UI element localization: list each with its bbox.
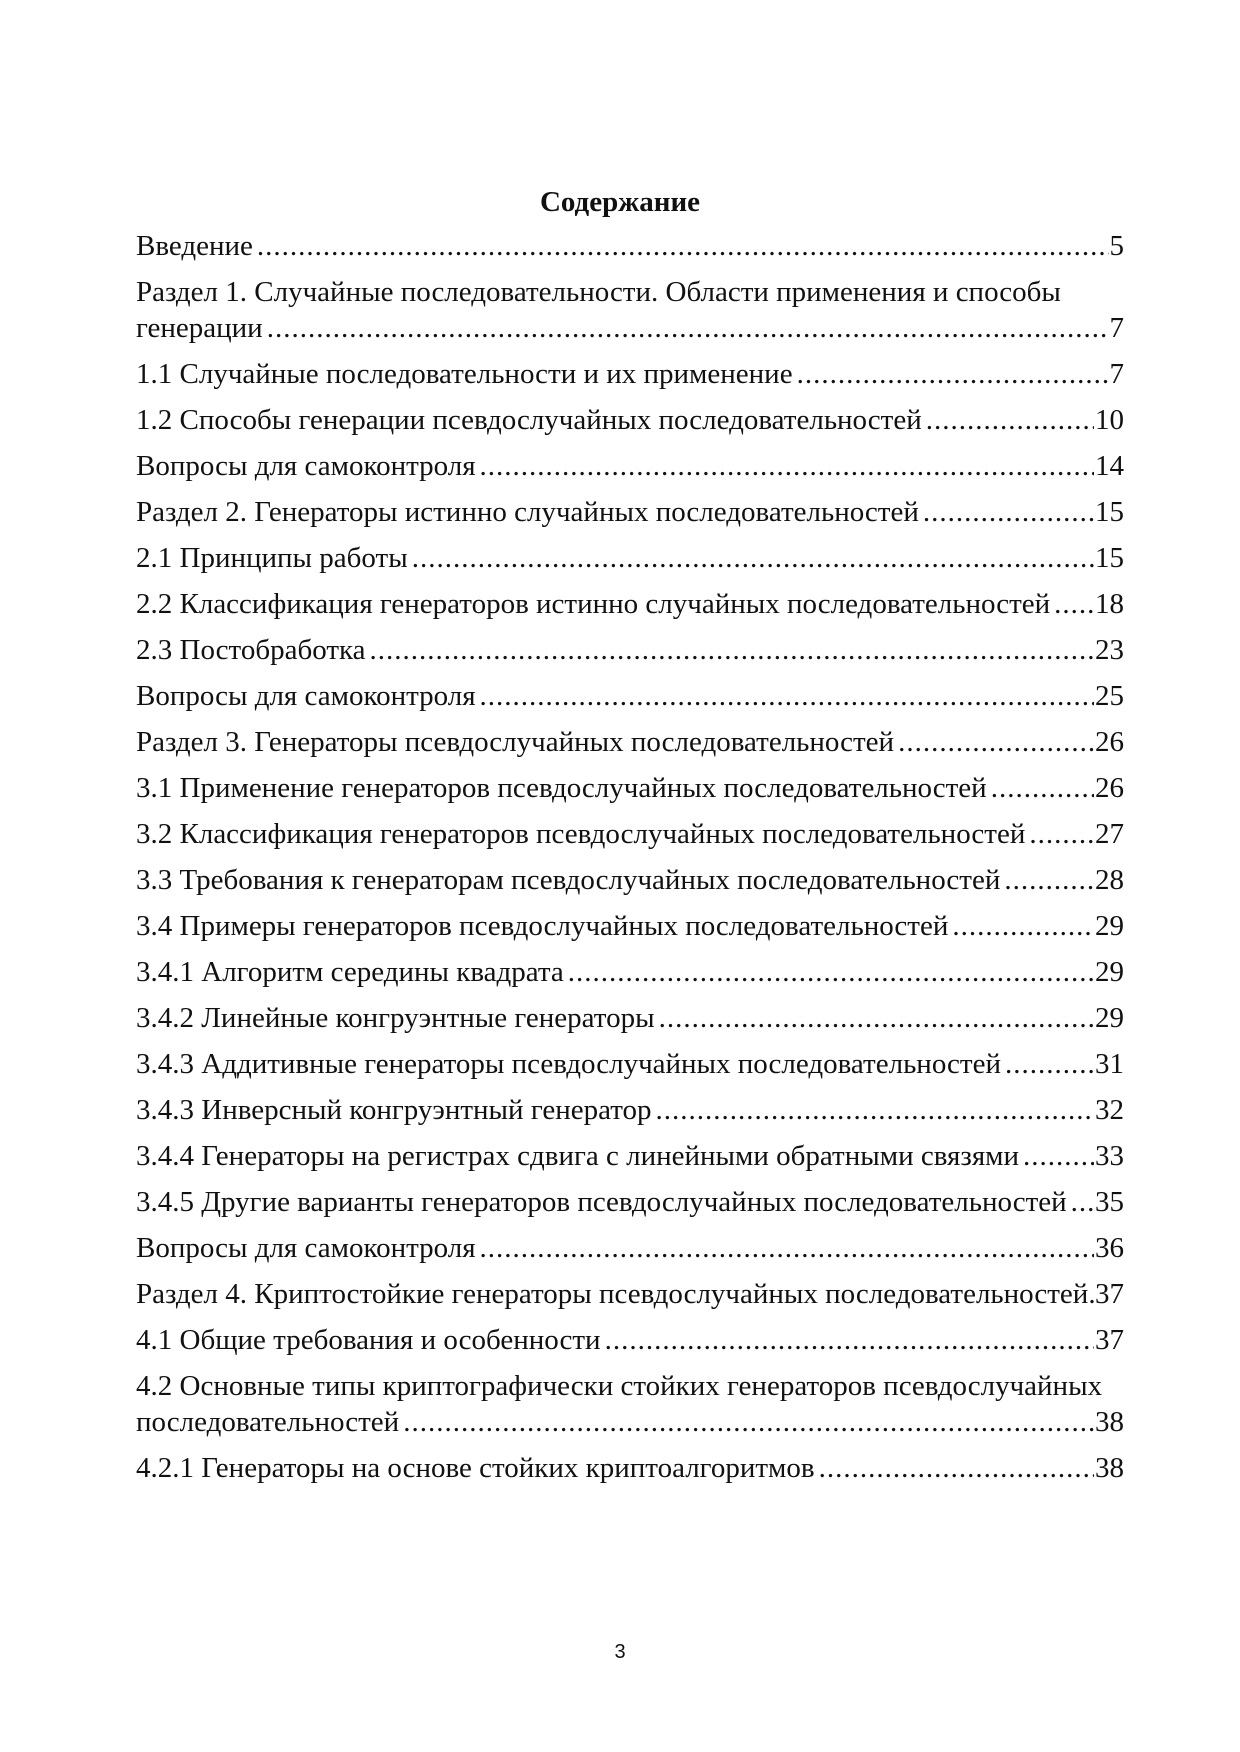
toc-leader-dots: [952, 908, 1094, 944]
toc-leader-dots: [1005, 1046, 1094, 1082]
toc-entry-title: 3.4.4 Генераторы на регистрах сдвига с линейными обратными связями: [136, 1140, 1020, 1172]
toc-leader-dots: [991, 770, 1094, 806]
toc-leader-dots: [797, 356, 1109, 392]
toc-leader-dots: [1071, 1184, 1094, 1220]
toc-entry-page: 33: [1095, 1140, 1124, 1172]
toc-entry-title: 3.4.3 Аддитивные генераторы псевдослучайных последовательностей: [136, 1048, 1001, 1080]
toc-leader-dots: [412, 540, 1094, 576]
toc-entry-title: 3.1 Применение генераторов псевдослучайных последовательностей: [136, 772, 987, 804]
toc-entry[interactable]: [136, 356, 1124, 392]
toc-list: [136, 228, 1124, 1496]
toc-entry-page: 26: [1095, 772, 1124, 804]
toc-entry[interactable]: [136, 448, 1124, 484]
toc-leader-dots: [1029, 816, 1094, 852]
toc-entry-page: 28: [1095, 864, 1124, 896]
toc-entry-title: генерации: [136, 312, 263, 344]
toc-entry-title: 2.2 Классификация генераторов истинно случайных последовательностей: [136, 588, 1051, 620]
toc-leader-dots: [923, 494, 1094, 530]
toc-leader-dots: [1054, 586, 1094, 622]
toc-entry-page: 14: [1095, 450, 1124, 482]
toc-entry[interactable]: [136, 1276, 1124, 1312]
toc-entry-page: 18: [1095, 588, 1124, 620]
toc-entry-page: 27: [1095, 818, 1124, 850]
toc-entry[interactable]: [136, 1138, 1124, 1174]
toc-entry[interactable]: [136, 862, 1124, 898]
toc-entry-title: 2.1 Принципы работы: [136, 542, 408, 574]
toc-leader-dots: [656, 1092, 1094, 1128]
toc-leader-dots: [403, 1404, 1094, 1440]
toc-entry-title: 3.4.5 Другие варианты генераторов псевдослучайных последовательностей: [136, 1186, 1067, 1218]
toc-entry[interactable]: [136, 816, 1124, 852]
toc-entry[interactable]: [136, 724, 1124, 760]
toc-entry-title: Раздел 3. Генераторы псевдослучайных последовательностей: [136, 726, 895, 758]
toc-entry[interactable]: [136, 228, 1124, 264]
toc-leader-dots: [605, 1322, 1094, 1358]
page-number: 3: [614, 1641, 626, 1663]
toc-entry[interactable]: [136, 678, 1124, 714]
toc-entry-page: 5: [1109, 230, 1124, 262]
toc-entry-page: 26: [1095, 726, 1124, 758]
toc-entry[interactable]: [136, 1368, 1124, 1440]
toc-entry-page: 38: [1095, 1406, 1124, 1438]
toc-entry[interactable]: [136, 402, 1124, 438]
toc-entry-title: 4.1 Общие требования и особенности: [136, 1324, 601, 1356]
toc-leader-dots: [819, 1450, 1094, 1486]
toc-entry-title: 3.4.3 Инверсный конгруэнтный генератор: [136, 1094, 652, 1126]
toc-entry-page: 32: [1095, 1094, 1124, 1126]
toc-leader-dots: [1088, 1276, 1094, 1312]
toc-entry-page: 38: [1095, 1452, 1124, 1484]
toc-entry-page: 7: [1109, 358, 1124, 390]
toc-entry-page: 29: [1095, 1002, 1124, 1034]
toc-entry-title: Раздел 4. Криптостойкие генераторы псевдослучайных последовательностей: [136, 1278, 1089, 1310]
toc-entry-page: 31: [1095, 1048, 1124, 1080]
toc-entry-page: 37: [1095, 1278, 1124, 1310]
toc-leader-dots: [480, 448, 1094, 484]
toc-leader-dots: [659, 1000, 1094, 1036]
toc-entry-title-line1: Раздел 1. Случайные последовательности. Области применения и способы: [136, 276, 1061, 308]
toc-leader-dots: [568, 954, 1094, 990]
toc-entry[interactable]: [136, 1092, 1124, 1128]
toc-entry-page: 29: [1095, 910, 1124, 942]
toc-leader-dots: [370, 632, 1094, 668]
toc-entry[interactable]: [136, 1000, 1124, 1036]
toc-entry[interactable]: [136, 1450, 1124, 1486]
toc-entry[interactable]: [136, 1322, 1124, 1358]
toc-entry-title: Вопросы для самоконтроля: [136, 680, 476, 712]
toc-leader-dots: [1004, 862, 1094, 898]
toc-entry[interactable]: [136, 586, 1124, 622]
toc-entry-title: 3.4.1 Алгоритм середины квадрата: [136, 956, 564, 988]
toc-entry[interactable]: [136, 1230, 1124, 1266]
toc-entry-page: 29: [1095, 956, 1124, 988]
toc-leader-dots: [1023, 1138, 1094, 1174]
toc-entry-title: 3.4 Примеры генераторов псевдослучайных последовательностей: [136, 910, 949, 942]
toc-entry-page: 37: [1095, 1324, 1124, 1356]
toc-entry[interactable]: [136, 274, 1124, 346]
toc-entry[interactable]: [136, 954, 1124, 990]
toc-entry-title: Вопросы для самоконтроля: [136, 1232, 476, 1264]
toc-entry[interactable]: [136, 494, 1124, 530]
toc-entry[interactable]: [136, 540, 1124, 576]
toc-leader-dots: [926, 402, 1094, 438]
toc-entry-title-line1: 4.2 Основные типы криптографически стойких генераторов псевдослучайных: [136, 1370, 1103, 1402]
toc-entry-page: 15: [1095, 542, 1124, 574]
toc-entry-page: 15: [1095, 496, 1124, 528]
toc-entry-title: Введение: [136, 230, 253, 262]
toc-leader-dots: [898, 724, 1094, 760]
toc-entry-title: 2.3 Постобработка: [136, 634, 366, 666]
toc-entry[interactable]: [136, 908, 1124, 944]
toc-entry[interactable]: [136, 1046, 1124, 1082]
toc-entry[interactable]: [136, 770, 1124, 806]
toc-entry-page: 35: [1095, 1186, 1124, 1218]
toc-entry-page: 36: [1095, 1232, 1124, 1264]
toc-leader-dots: [480, 1230, 1094, 1266]
toc-leader-dots: [480, 678, 1094, 714]
toc-entry-page: 7: [1109, 312, 1124, 344]
toc-entry[interactable]: [136, 1184, 1124, 1220]
toc-entry-title: 4.2.1 Генераторы на основе стойких криптоалгоритмов: [136, 1452, 815, 1484]
toc-entry-title: Вопросы для самоконтроля: [136, 450, 476, 482]
toc-entry-title: Раздел 2. Генераторы истинно случайных последовательностей: [136, 496, 919, 528]
toc-entry-page: 10: [1095, 404, 1124, 436]
toc-entry-title: 3.4.2 Линейные конгруэнтные генераторы: [136, 1002, 655, 1034]
toc-entry-title: последовательностей: [136, 1406, 400, 1438]
toc-entry-title: 1.2 Способы генерации псевдослучайных последовательностей: [136, 404, 922, 436]
toc-entry[interactable]: [136, 632, 1124, 668]
toc-entry-title: 3.2 Классификация генераторов псевдослучайных последовательностей: [136, 818, 1026, 850]
toc-entry-page: 25: [1095, 680, 1124, 712]
toc-title: Содержание: [539, 186, 701, 218]
toc-entry-title: 3.3 Требования к генераторам псевдослучайных последовательностей: [136, 864, 1001, 896]
toc-entry-title: 1.1 Случайные последовательности и их применение: [136, 358, 793, 390]
toc-leader-dots: [267, 310, 1109, 346]
toc-leader-dots: [257, 228, 1109, 264]
toc-entry-page: 23: [1095, 634, 1124, 666]
